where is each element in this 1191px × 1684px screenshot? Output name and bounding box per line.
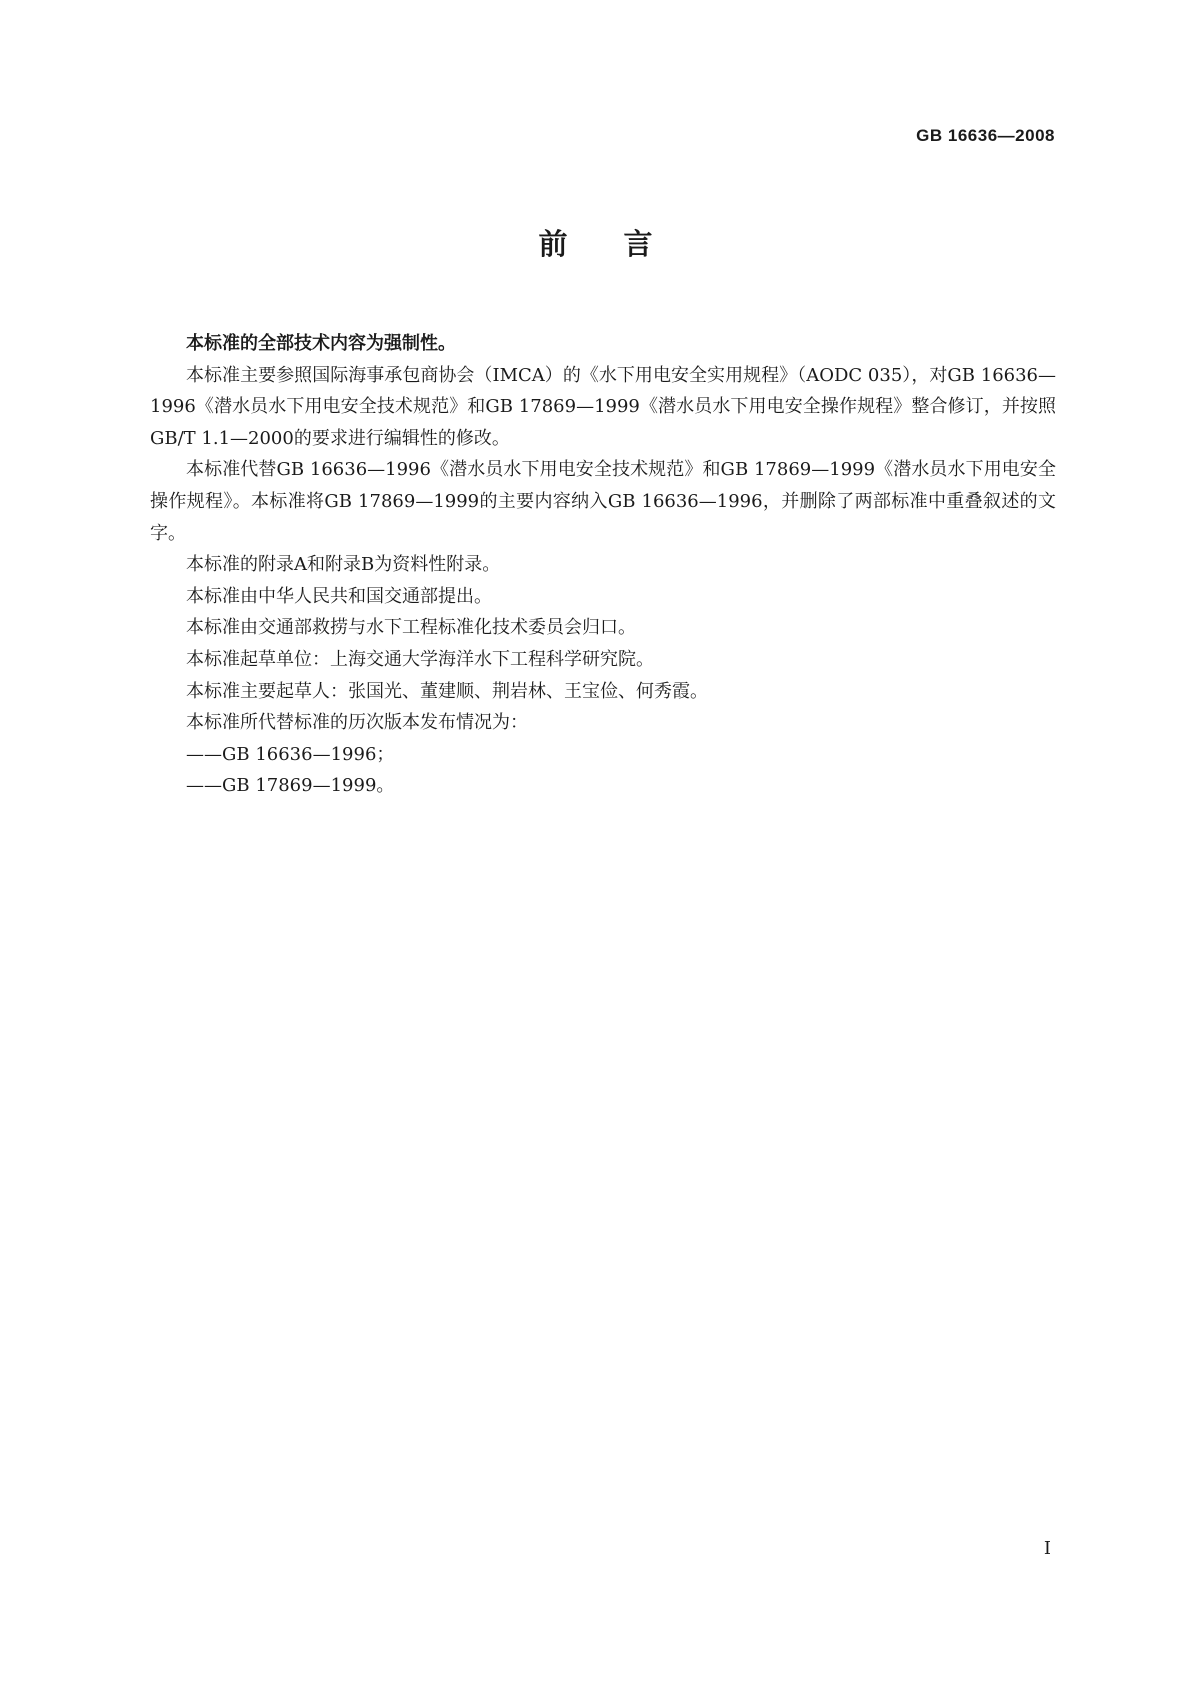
history-list-item: ——GB 16636—1996； <box>186 743 395 765</box>
mandatory-statement: 本标准的全部技术内容为强制性。 <box>186 333 456 354</box>
standard-number: GB 16636—2008 <box>916 126 1055 145</box>
paragraph-replacement: 本标准代替GB 16636—1996《潜水员水下用电安全技术规范》和GB 17869—1999《潜水员水下用电安全操作规程》。本标准将GB 17869—1999的主要内容纳入GB 16636—1996，并删除了两部标准中重叠叙述的文字。 <box>150 459 1056 544</box>
paragraph-appendix: 本标准的附录A和附录B为资料性附录。 <box>186 554 501 576</box>
paragraph-reference: 本标准主要参照国际海事承包商协会（IMCA）的《水下用电安全实用规程》（AODC 035），对GB 16636—1996《潜水员水下用电安全技术规范》和GB 17869—1999《潜水员水下用电安全操作规程》整合修订，并按照GB/T 1.1—2000的要求进行编辑性的修改。 <box>150 364 1056 449</box>
paragraph-drafters: 本标准主要起草人：张国光、董建顺、荆岩林、王宝俭、何秀霞。 <box>186 680 708 702</box>
paragraph-drafting-unit: 本标准起草单位：上海交通大学海洋水下工程科学研究院。 <box>186 648 654 670</box>
paragraph-committee: 本标准由交通部救捞与水下工程标准化技术委员会归口。 <box>186 617 636 639</box>
paragraph-proposer: 本标准由中华人民共和国交通部提出。 <box>186 585 492 607</box>
history-list-item: ——GB 17869—1999。 <box>186 775 395 797</box>
page-title: 前言 <box>538 227 709 261</box>
foreword-body <box>150 328 1056 802</box>
page-number: I <box>1043 1538 1051 1559</box>
paragraph-history-intro: 本标准所代替标准的历次版本发布情况为： <box>186 712 528 734</box>
